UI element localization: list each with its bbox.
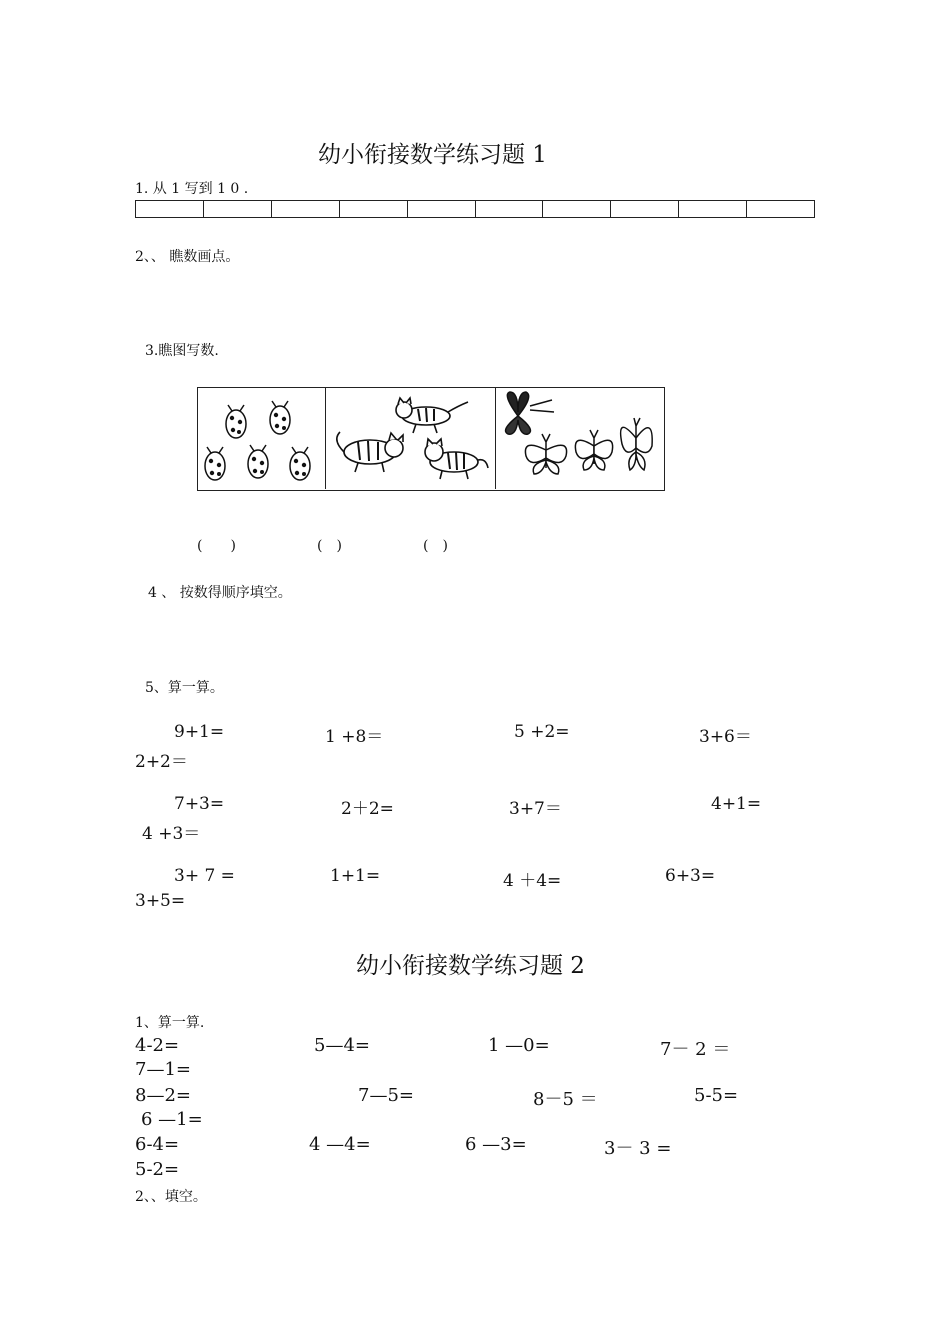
- answer-bracket-2[interactable]: ( ): [317, 538, 342, 554]
- addition-problem: 2＋2=: [341, 799, 394, 819]
- cat: [396, 398, 468, 433]
- grid-cell[interactable]: [476, 201, 544, 217]
- addition-problem: 3+6＝: [699, 727, 752, 747]
- butterfly: [621, 418, 653, 470]
- butterfly-icon: [496, 388, 664, 489]
- ws2-q2-label: 2、、填空。: [135, 1189, 207, 1205]
- subtraction-problem: 6 —3=: [465, 1134, 527, 1155]
- grid-cell[interactable]: [204, 201, 272, 217]
- grid-cell[interactable]: [408, 201, 476, 217]
- subtraction-problem: 1 —0=: [488, 1035, 550, 1056]
- subtraction-problem: 6 —1=: [141, 1109, 203, 1130]
- addition-problem: 3+5=: [135, 891, 186, 911]
- q5-label: 5、算一算。: [145, 680, 224, 696]
- subtraction-problem: 3－ 3 =: [604, 1138, 672, 1159]
- addition-problem: 4 +3＝: [142, 824, 201, 844]
- grid-cell[interactable]: [272, 201, 340, 217]
- q2-label: 2、、 瞧数画点。: [135, 249, 240, 265]
- grid-cell[interactable]: [136, 201, 204, 217]
- subtraction-problem: 4 —4=: [309, 1134, 371, 1155]
- grid-cell[interactable]: [543, 201, 611, 217]
- addition-problem: 5 +2=: [514, 722, 570, 742]
- ladybug: [270, 401, 290, 434]
- subtraction-problem: 8－5 ＝: [533, 1089, 598, 1110]
- addition-problem: 4 ＋4=: [503, 871, 562, 891]
- addition-problem: 3+7＝: [509, 799, 562, 819]
- grid-cell[interactable]: [747, 201, 814, 217]
- addition-problem: 1+1=: [330, 866, 381, 886]
- ladybug: [248, 445, 268, 478]
- subtraction-problem: 5-2=: [135, 1159, 180, 1180]
- ladybug-icon: [198, 388, 325, 489]
- q4-label: 4 、 按数得顺序填空。: [148, 585, 292, 601]
- grid-cell[interactable]: [611, 201, 679, 217]
- addition-problem: 3+ 7 =: [174, 866, 235, 886]
- worksheet1-title: 幼小衔接数学练习题 1: [318, 142, 547, 168]
- addition-problem: 2+2＝: [135, 752, 188, 772]
- ladybug: [205, 447, 225, 480]
- cat-icon: [326, 388, 496, 489]
- subtraction-problem: 7—1=: [135, 1059, 191, 1080]
- butterfly: [506, 392, 554, 434]
- q3-label: 3.瞧图写数.: [145, 343, 219, 359]
- butterfly-panel: [496, 388, 664, 489]
- addition-problem: 1 +8＝: [325, 727, 384, 747]
- subtraction-problem: 7－ 2 ＝: [660, 1039, 731, 1060]
- ladybug-panel: [198, 388, 326, 489]
- subtraction-problem: 4-2=: [135, 1035, 180, 1056]
- addition-problem: 7+3=: [174, 794, 225, 814]
- answer-bracket-1[interactable]: ( ): [197, 538, 236, 554]
- ws2-q1-label: 1、算一算.: [135, 1015, 205, 1031]
- subtraction-problem: 7—5=: [358, 1085, 414, 1106]
- ladybug: [226, 405, 246, 438]
- q1-label: 1. 从 1 写到 1 0 .: [135, 181, 249, 197]
- picture-count-strip: [197, 387, 665, 491]
- butterfly: [526, 434, 567, 474]
- cat: [425, 439, 488, 479]
- butterfly: [576, 430, 613, 470]
- addition-problem: 9+1=: [174, 722, 225, 742]
- subtraction-problem: 6-4=: [135, 1134, 180, 1155]
- subtraction-problem: 8—2=: [135, 1085, 191, 1106]
- ladybug: [290, 447, 310, 480]
- grid-cell[interactable]: [679, 201, 747, 217]
- number-writing-grid: [135, 200, 815, 218]
- subtraction-problem: 5-5=: [694, 1085, 739, 1106]
- addition-problem: 6+3=: [665, 866, 716, 886]
- worksheet2-title: 幼小衔接数学练习题 2: [356, 953, 585, 979]
- cat: [337, 432, 403, 472]
- cat-panel: [326, 388, 497, 489]
- answer-bracket-3[interactable]: ( ): [423, 538, 448, 554]
- subtraction-problem: 5—4=: [314, 1035, 370, 1056]
- addition-problem: 4+1=: [711, 794, 762, 814]
- grid-cell[interactable]: [340, 201, 408, 217]
